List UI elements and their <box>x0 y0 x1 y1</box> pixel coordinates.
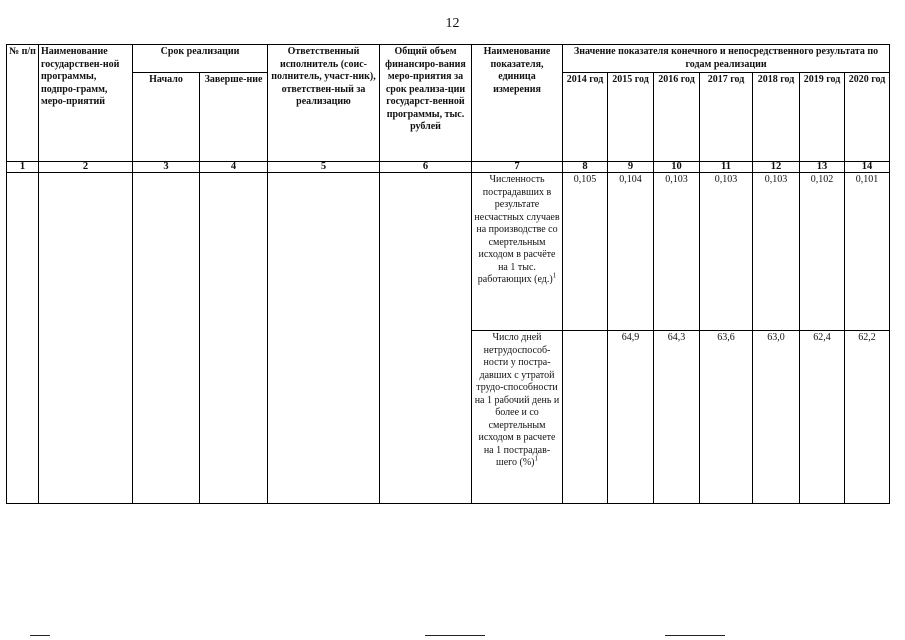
cell-empty <box>7 173 39 504</box>
header-year-2020: 2020 год <box>845 73 890 162</box>
column-number: 13 <box>800 162 845 173</box>
value-2019: 62,4 <box>800 331 845 504</box>
value-2020: 62,2 <box>845 331 890 504</box>
cell-empty <box>39 173 133 504</box>
column-number: 9 <box>608 162 654 173</box>
footer-divider <box>425 635 485 636</box>
header-year-2017: 2017 год <box>700 73 753 162</box>
indicators-table <box>6 44 890 504</box>
value-2016: 0,103 <box>654 173 700 331</box>
column-number: 5 <box>268 162 380 173</box>
value-2015: 0,104 <box>608 173 654 331</box>
header-term: Срок реализации <box>133 45 268 73</box>
value-2018: 0,103 <box>753 173 800 331</box>
value-2019: 0,102 <box>800 173 845 331</box>
value-2016: 64,3 <box>654 331 700 504</box>
header-no: № п/п <box>7 45 39 162</box>
footer-divider <box>30 635 50 636</box>
value-2017: 63,6 <box>700 331 753 504</box>
column-number: 4 <box>200 162 268 173</box>
header-year-2016: 2016 год <box>654 73 700 162</box>
column-number: 8 <box>563 162 608 173</box>
header-year-2015: 2015 год <box>608 73 654 162</box>
table-row <box>7 173 890 331</box>
value-2014 <box>563 331 608 504</box>
header-program-name: Наименование государствен-ной программы, подпро-грамм, меро-приятий <box>39 45 133 162</box>
footnote-mark: 1 <box>534 454 538 463</box>
column-numbers-row <box>7 162 890 173</box>
column-number: 1 <box>7 162 39 173</box>
cell-empty <box>133 173 200 504</box>
header-executor: Ответственный исполнитель (соис-полнитель, участ-ник), ответствен-ный за реализацию <box>268 45 380 162</box>
header-result: Значение показателя конечного и непосредственного результата по годам реализации <box>563 45 890 73</box>
column-number: 6 <box>380 162 472 173</box>
header-start: Начало <box>133 73 200 162</box>
indicator-name-cell <box>472 173 563 331</box>
value-2018: 63,0 <box>753 331 800 504</box>
value-2014: 0,105 <box>563 173 608 331</box>
header-year-2014: 2014 год <box>563 73 608 162</box>
column-number: 10 <box>654 162 700 173</box>
indicator-name: Число дней нетрудоспособ-ности у постра-давших с утратой трудо-способности на 1 рабочий день и более и со смертельным исходом в расчете на 1 пострадав-шего (%) <box>474 332 560 468</box>
value-2015: 64,9 <box>608 331 654 504</box>
footnote-mark: 1 <box>552 271 557 280</box>
indicator-name: Численность пострадавших в результате несчастных случаев на производстве со смертельным исходом в расчёте на 1 тыс. работающих (ед.) <box>474 174 560 285</box>
column-number: 7 <box>472 162 563 173</box>
cell-empty <box>200 173 268 504</box>
column-number: 12 <box>753 162 800 173</box>
cell-empty <box>268 173 380 504</box>
page-number: 12 <box>445 16 460 31</box>
column-number: 2 <box>39 162 133 173</box>
header-end: Заверше-ние <box>200 73 268 162</box>
header-year-2018: 2018 год <box>753 73 800 162</box>
column-number: 3 <box>133 162 200 173</box>
value-2017: 0,103 <box>700 173 753 331</box>
header-volume: Общий объем финансиро-вания меро-приятия за срок реализа-ции государст-венной программы, тыс. рублей <box>380 45 472 162</box>
header-year-2019: 2019 год <box>800 73 845 162</box>
column-number: 14 <box>845 162 890 173</box>
value-2020: 0,101 <box>845 173 890 331</box>
cell-empty <box>380 173 472 504</box>
footer-divider <box>665 635 725 636</box>
header-indicator: Наименование показателя, единица измерения <box>472 45 563 162</box>
column-number: 11 <box>700 162 753 173</box>
indicator-name-cell <box>472 331 563 504</box>
